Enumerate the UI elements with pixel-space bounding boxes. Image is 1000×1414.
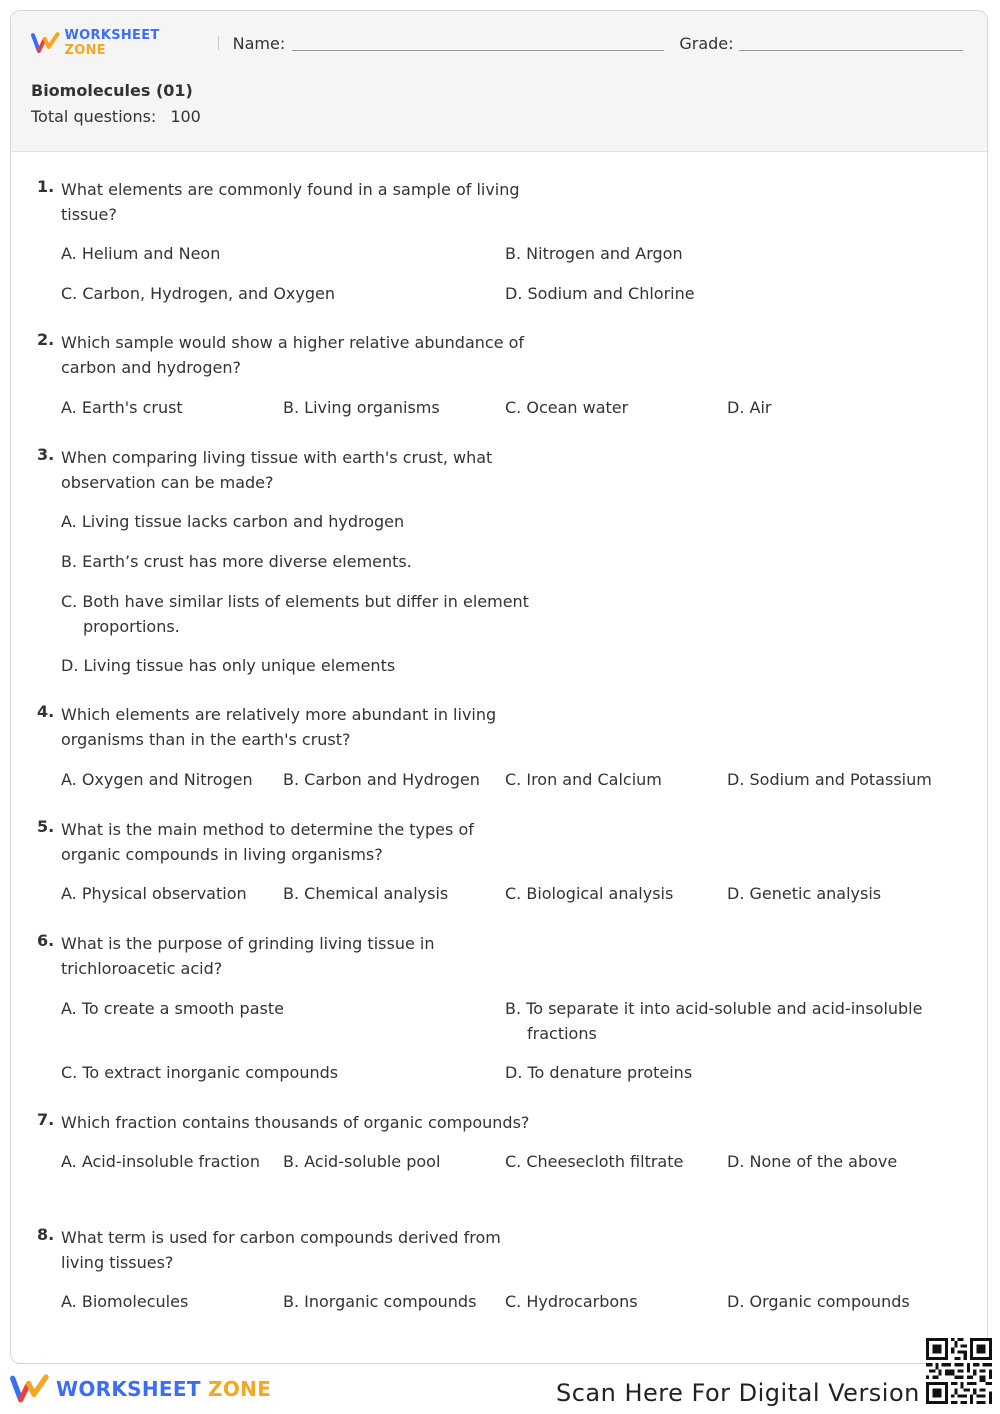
option-d[interactable]: D. Sodium and Potassium (727, 770, 932, 789)
option-a[interactable]: A. Acid-insoluble fraction (61, 1152, 260, 1171)
option-b[interactable]: B. Acid-soluble pool (283, 1152, 441, 1171)
logo-text: WORKSHEET ZONE (64, 28, 160, 58)
option-a[interactable]: A. To create a smooth paste (61, 999, 284, 1018)
option-a[interactable]: A. Physical observation (61, 884, 247, 903)
option-d[interactable]: D. To denature proteins (505, 1063, 693, 1082)
option-a[interactable]: A. Living tissue lacks carbon and hydrogen (61, 512, 405, 531)
question-7 (37, 1110, 957, 1171)
question-1 (37, 177, 957, 303)
question-text: When comparing living tissue with earth's crust, what observation can be made? (61, 448, 493, 492)
option-c[interactable]: C. To extract inorganic compounds (61, 1063, 339, 1082)
name-field[interactable] (292, 36, 664, 51)
option-a[interactable]: A. Oxygen and Nitrogen (61, 770, 253, 789)
option-a[interactable]: A. Earth's crust (61, 398, 183, 417)
option-a[interactable]: A. Helium and Neon (61, 244, 221, 263)
footer-logo-text: WORKSHEET ZONE (56, 1377, 272, 1401)
question-text: Which elements are relatively more abundant in living organisms than in the earth's crust? (61, 705, 497, 749)
option-b[interactable]: B. Earth’s crust has more diverse elements. (61, 552, 412, 571)
question-text: What term is used for carbon compounds derived from living tissues? (61, 1228, 501, 1272)
question-number: 6. (37, 931, 55, 950)
question-number: 7. (37, 1110, 55, 1129)
option-d[interactable]: D. Living tissue has only unique elements (61, 656, 396, 675)
worksheet-title: Biomolecules (01) (31, 81, 193, 100)
name-label: Name: (232, 33, 286, 53)
header-divider (218, 36, 219, 50)
option-b[interactable]: B. Chemical analysis (283, 884, 449, 903)
option-c[interactable]: C. Carbon, Hydrogen, and Oxygen (61, 284, 335, 303)
option-d[interactable]: D. Air (727, 398, 772, 417)
option-c[interactable]: C. Hydrocarbons (505, 1292, 638, 1311)
question-number: 4. (37, 702, 55, 721)
option-d[interactable]: D. Organic compounds (727, 1292, 910, 1311)
worksheet-sheet (10, 10, 988, 1364)
header-logo (31, 28, 204, 58)
option-d[interactable]: D. Genetic analysis (727, 884, 882, 903)
question-number: 5. (37, 817, 55, 836)
grade-label: Grade: (679, 33, 734, 53)
grade-field[interactable] (739, 36, 963, 51)
page-footer (0, 1366, 1000, 1414)
option-b[interactable]: B. To separate it into acid-soluble and acid-insoluble fractions (505, 999, 923, 1043)
option-c[interactable]: C. Ocean water (505, 398, 629, 417)
question-number: 8. (37, 1225, 55, 1244)
qr-code-icon[interactable] (926, 1338, 992, 1404)
question-text: Which sample would show a higher relative abundance of carbon and hydrogen? (61, 333, 525, 377)
option-b[interactable]: B. Nitrogen and Argon (505, 244, 683, 263)
question-number: 1. (37, 177, 55, 196)
total-questions: Total questions: 100 (31, 107, 201, 126)
option-d[interactable]: D. None of the above (727, 1152, 898, 1171)
option-c[interactable]: C. Both have similar lists of elements but differ in element proportions. (61, 592, 529, 636)
question-text: Which fraction contains thousands of organic compounds? (61, 1113, 530, 1132)
worksheet-header (11, 11, 987, 152)
question-text: What is the main method to determine the types of organic compounds in living organisms? (61, 820, 474, 864)
question-number: 3. (37, 445, 55, 464)
option-c[interactable]: C. Cheesecloth filtrate (505, 1152, 684, 1171)
option-c[interactable]: C. Biological analysis (505, 884, 674, 903)
scan-text: Scan Here For Digital Version (556, 1379, 920, 1407)
option-c[interactable]: C. Iron and Calcium (505, 770, 662, 789)
question-number: 2. (37, 330, 55, 349)
question-5 (37, 817, 957, 903)
question-6 (37, 931, 957, 1082)
option-b[interactable]: B. Inorganic compounds (283, 1292, 477, 1311)
question-3 (37, 445, 957, 675)
question-text: What elements are commonly found in a sample of living tissue? (61, 180, 520, 224)
question-8 (37, 1225, 957, 1311)
worksheet-zone-logo-icon (10, 1374, 50, 1404)
worksheet-zone-logo-icon (31, 32, 61, 54)
option-b[interactable]: B. Living organisms (283, 398, 440, 417)
question-4 (37, 702, 957, 789)
header-row (31, 28, 963, 58)
option-a[interactable]: A. Biomolecules (61, 1292, 189, 1311)
question-text: What is the purpose of grinding living tissue in trichloroacetic acid? (61, 934, 435, 978)
option-b[interactable]: B. Carbon and Hydrogen (283, 770, 480, 789)
option-d[interactable]: D. Sodium and Chlorine (505, 284, 695, 303)
question-2 (37, 330, 957, 417)
footer-logo (10, 1374, 271, 1404)
